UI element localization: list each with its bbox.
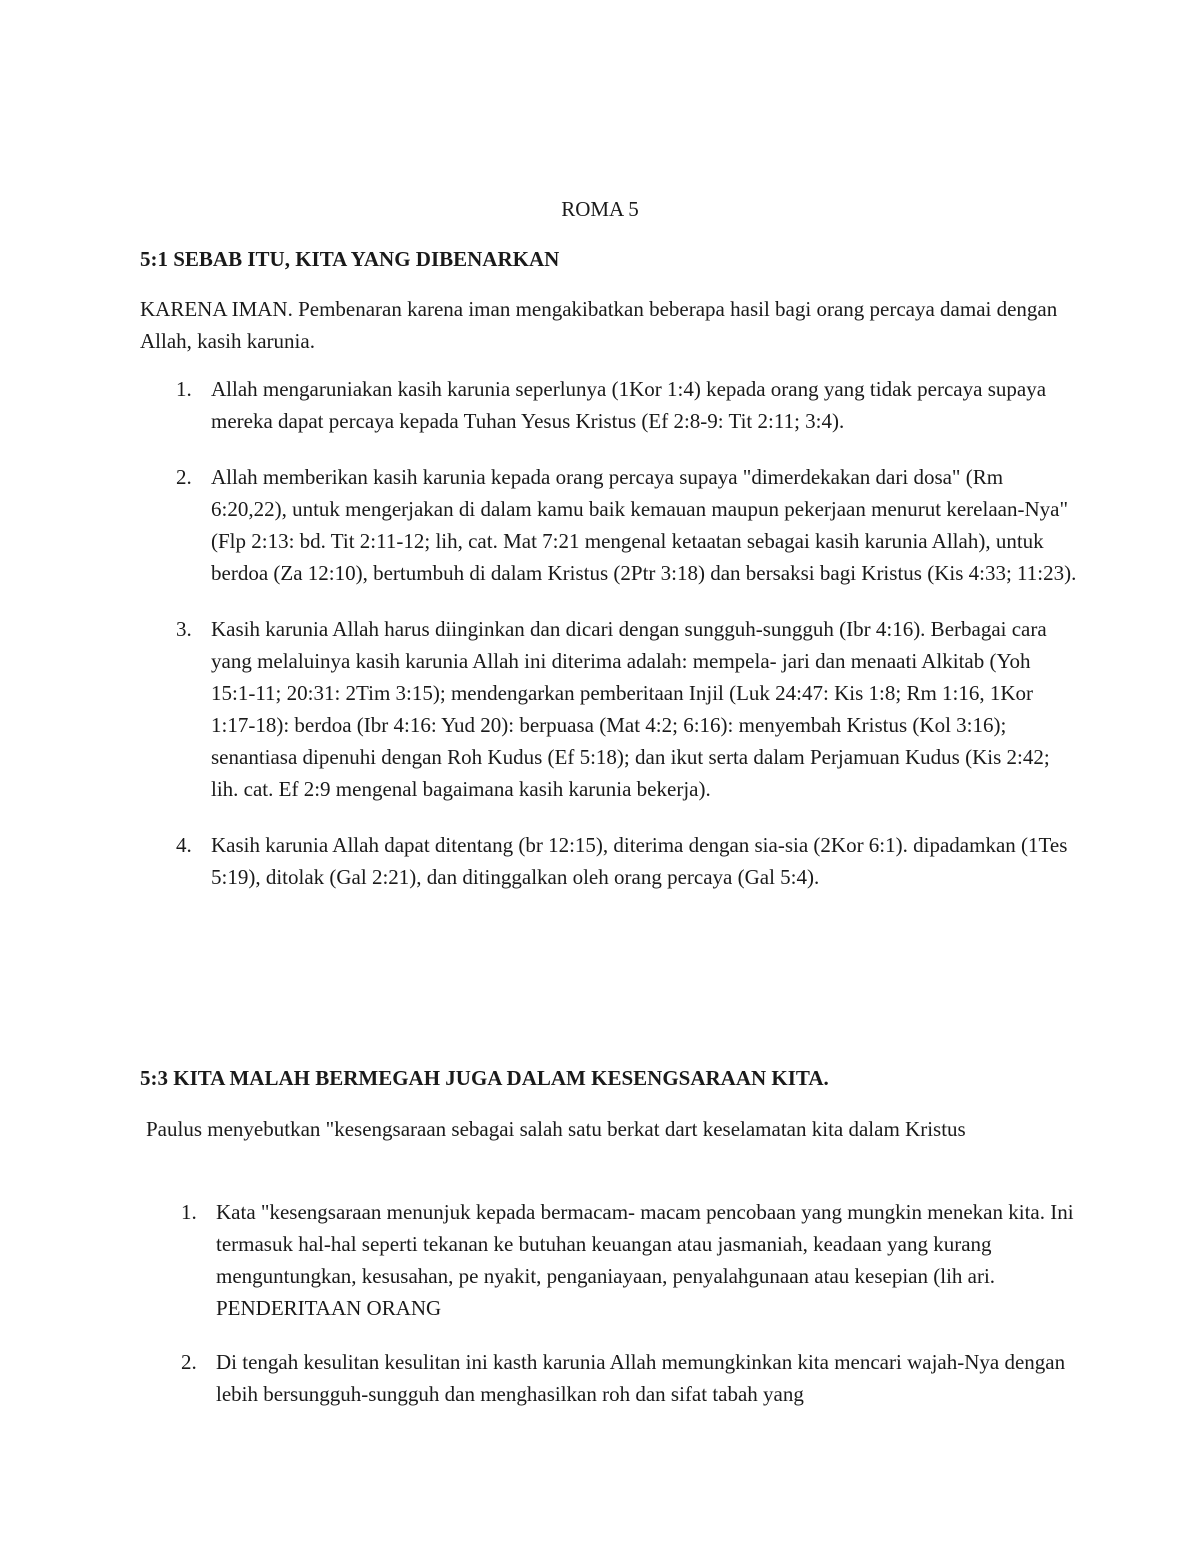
section-heading-5-1: 5:1 SEBAB ITU, KITA YANG DIBENARKAN xyxy=(140,247,560,271)
list-item-text: Kasih karunia Allah harus diinginkan dan dicari dengan sungguh-sungguh (Ibr 4:16). Berbagai cara yang melaluinya kasih karunia Allah ini diterima adalah: mempela- jari dan menaati Alkitab (Yoh 15:1-11; 20:31: 2Tim 3:15); mendengarkan pemberitaan Injil (Luk 24:47: Kis 1:8; Rm 1:16, 1Kor 1:17-18): berdoa (Ibr 4:16: Yud 20): berpuasa (Mat 4:2; 6:16): menyembah Kristus (Kol 3:16); senantiasa dipenuhi dengan Roh Kudus (Ef 5:18); dan ikut serta dalam Perjamuan Kudus (Kis 2:42; lih. cat. Ef 2:9 mengenal bagaimana kasih karunia bekerja). xyxy=(211,617,1050,801)
list-item-number: 4. xyxy=(176,833,192,857)
list-item xyxy=(140,461,1080,589)
list-item-text: Allah memberikan kasih karunia kepada orang percaya supaya "dimerdekakan dari dosa" (Rm 6:20,22), untuk mengerjakan di dalam kamu baik kemauan maupun pekerjaan menurut kerelaan-Nya" (Flp 2:13: bd. Tit 2:11-12; lih, cat. Mat 7:21 mengenal ketaatan sebagai kasih karunia Allah), untuk berdoa (Za 12:10), bertumbuh di dalam Kristus (2Ptr 3:18) dan bersaksi bagi Kristus (Kis 4:33; 11:23). xyxy=(211,465,1077,585)
list-item xyxy=(140,373,1080,437)
section-intro-5-3: Paulus menyebutkan "kesengsaraan sebagai salah satu berkat dart keselamatan kita dalam Kristus xyxy=(146,1117,966,1141)
list-item-number: 2. xyxy=(176,465,192,489)
section-heading-5-3: 5:3 KITA MALAH BERMEGAH JUGA DALAM KESENGSARAAN KITA. xyxy=(140,1066,829,1090)
list-item-number: 1. xyxy=(176,377,192,401)
list-item-text: Allah mengaruniakan kasih karunia seperlunya (1Kor 1:4) kepada orang yang tidak percaya supaya mereka dapat percaya kepada Tuhan Yesus Kristus (Ef 2:8-9: Tit 2:11; 3:4). xyxy=(211,377,1047,433)
list-item-number: 3. xyxy=(176,617,192,641)
list-item xyxy=(140,829,1080,893)
page-title: ROMA 5 xyxy=(561,197,639,221)
list-item-text: Kata "kesengsaraan menunjuk kepada bermacam- macam pencobaan yang mungkin menekan kita. Ini termasuk hal-hal seperti tekanan ke butuhan keuangan atau jasmaniah, keadaan yang kurang menguntungkan, kesusahan, pe nyakit, penganiayaan, penyalahgunaan atau kesepian (lih ari. PENDERITAAN ORANG xyxy=(216,1200,1074,1320)
list-section-5-1 xyxy=(140,373,1080,917)
list-item xyxy=(140,1346,1080,1410)
list-item-text: Kasih karunia Allah dapat ditentang (br 12:15), diterima dengan sia-sia (2Kor 6:1). dipadamkan (1Tes 5:19), ditolak (Gal 2:21), dan ditinggalkan oleh orang percaya (Gal 5:4). xyxy=(211,833,1068,889)
section-intro-5-1: KARENA IMAN. Pembenaran karena iman mengakibatkan beberapa hasil bagi orang percaya damai dengan Allah, kasih karunia. xyxy=(140,297,1058,353)
list-item-text: Di tengah kesulitan kesulitan ini kasth karunia Allah memungkinkan kita mencari wajah-Nya dengan lebih bersungguh-sungguh dan menghasilkan roh dan sifat tabah yang xyxy=(216,1350,1066,1406)
list-section-5-3 xyxy=(140,1196,1080,1432)
list-item xyxy=(140,1196,1080,1324)
list-item-number: 2. xyxy=(181,1350,197,1374)
list-item-number: 1. xyxy=(181,1200,197,1224)
list-item xyxy=(140,613,1080,805)
